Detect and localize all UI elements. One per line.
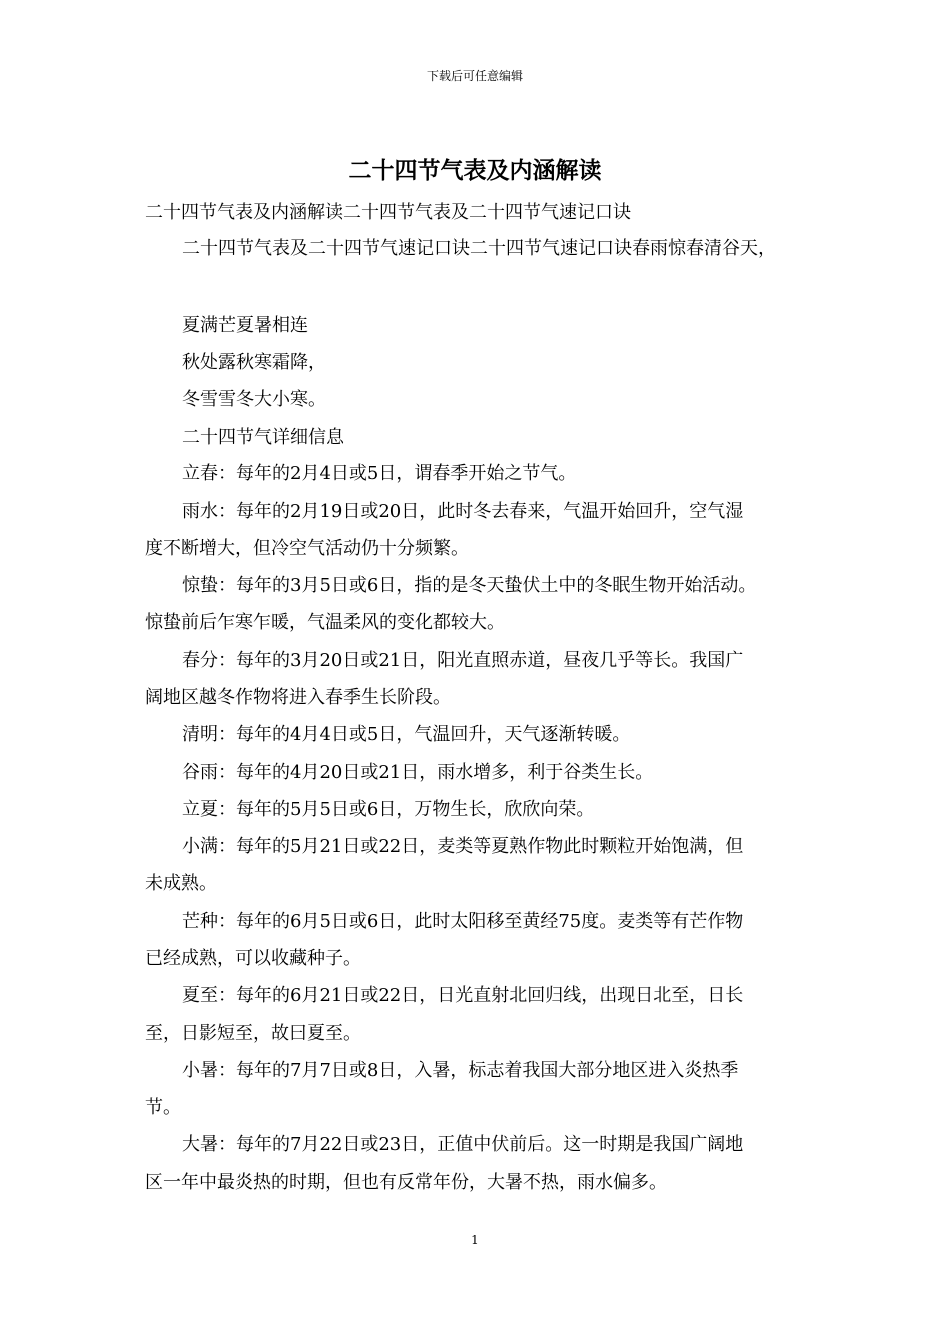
section-heading: 二十四节气详细信息 bbox=[182, 427, 344, 448]
term-paragraph-continuation: 区一年中最炎热的时期，但也有反常年份，大暑不热，雨水偏多。 bbox=[145, 1172, 667, 1193]
verse-line: 夏满芒夏暑相连 bbox=[182, 315, 308, 336]
term-paragraph: 清明：每年的4月4日或5日，气温回升，天气逐渐转暖。 bbox=[182, 724, 631, 745]
term-paragraph: 芒种：每年的6月5日或6日，此时太阳移至黄经75度。麦类等有芒作物 bbox=[182, 911, 744, 932]
term-paragraph: 夏至：每年的6月21日或22日，日光直射北回归线，出现日北至，日长 bbox=[182, 985, 744, 1006]
document-title: 二十四节气表及内涵解读 bbox=[348, 157, 602, 184]
page-number: 1 bbox=[471, 1233, 479, 1247]
verse-line: 冬雪雪冬大小寒。 bbox=[182, 389, 326, 410]
verse-line: 秋处露秋寒霜降， bbox=[182, 352, 326, 373]
term-paragraph-continuation: 惊蛰前后乍寒乍暖，气温柔风的变化都较大。 bbox=[145, 612, 505, 633]
intro-line: 二十四节气表及内涵解读二十四节气表及二十四节气速记口诀 bbox=[145, 202, 631, 223]
term-paragraph-continuation: 未成熟。 bbox=[145, 873, 217, 894]
intro-paragraph: 二十四节气表及二十四节气速记口诀二十四节气速记口诀春雨惊春清谷天， bbox=[182, 238, 776, 259]
term-paragraph: 谷雨：每年的4月20日或21日，雨水增多，利于谷类生长。 bbox=[182, 762, 654, 783]
term-paragraph: 春分：每年的3月20日或21日，阳光直照赤道，昼夜几乎等长。我国广 bbox=[182, 650, 744, 671]
term-paragraph: 雨水：每年的2月19日或20日，此时冬去春来，气温开始回升，空气湿 bbox=[182, 501, 744, 522]
term-paragraph: 小暑：每年的7月7日或8日，入暑，标志着我国大部分地区进入炎热季 bbox=[182, 1060, 739, 1081]
term-paragraph: 小满：每年的5月21日或22日，麦类等夏熟作物此时颗粒开始饱满，但 bbox=[182, 836, 744, 857]
term-paragraph-continuation: 节。 bbox=[145, 1097, 181, 1118]
term-paragraph: 立夏：每年的5月5日或6日，万物生长，欣欣向荣。 bbox=[182, 799, 595, 820]
term-paragraph-continuation: 度不断增大，但冷空气活动仍十分频繁。 bbox=[145, 538, 469, 559]
term-paragraph-continuation: 阔地区越冬作物将进入春季生长阶段。 bbox=[145, 687, 451, 708]
term-paragraph: 立春：每年的2月4日或5日，谓春季开始之节气。 bbox=[182, 463, 577, 484]
term-paragraph: 大暑：每年的7月22日或23日，正值中伏前后。这一时期是我国广阔地 bbox=[182, 1134, 744, 1155]
term-paragraph-continuation: 至，日影短至，故曰夏至。 bbox=[145, 1023, 361, 1044]
term-paragraph: 惊蛰：每年的3月5日或6日，指的是冬天蛰伏土中的冬眠生物开始活动。 bbox=[182, 575, 757, 596]
term-paragraph-continuation: 已经成熟，可以收藏种子。 bbox=[145, 948, 361, 969]
page-header-note: 下载后可任意编辑 bbox=[426, 69, 523, 83]
